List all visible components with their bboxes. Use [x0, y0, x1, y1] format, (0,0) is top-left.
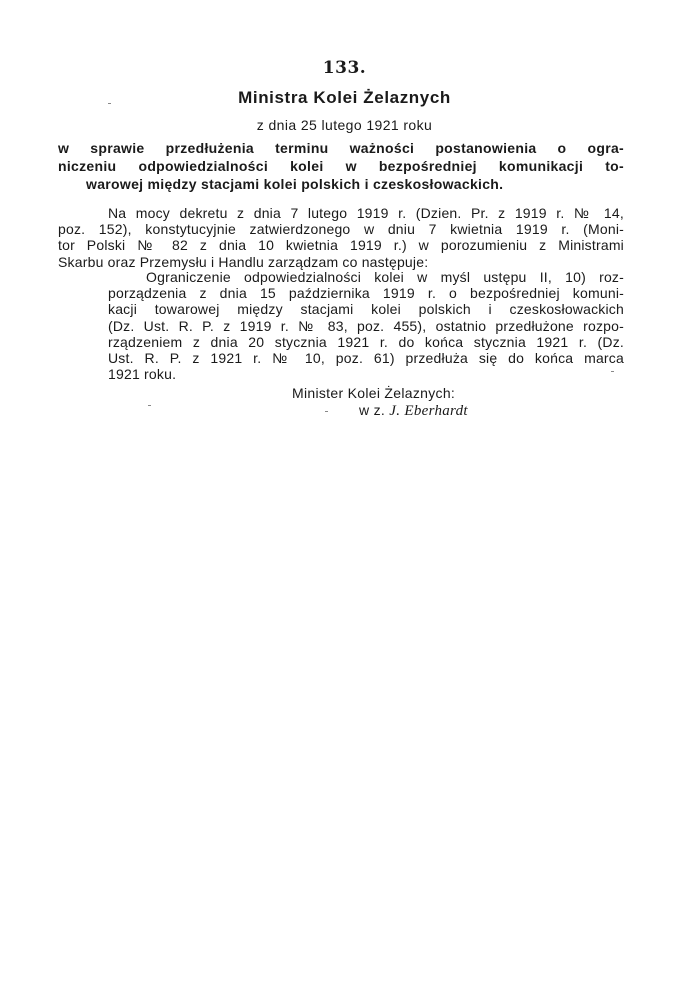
paragraph-decision — [108, 269, 624, 382]
paragraph-line: Skarbu oraz Przemysłu i Handlu zarządzam co następuje: — [58, 253, 429, 270]
paragraph-line: rządzeniem z dnia 20 stycznia 1921 r. do końca stycznia 1921 r. (Dz. — [108, 333, 624, 350]
subject-line: warowej między stacjami kolei polskich i czeskosłowackich. — [86, 176, 504, 192]
paragraph-line: poz. 152), konstytucyjnie zatwierdzonego w dniu 7 kwietnia 1919 r. (Moni- — [58, 221, 624, 238]
issue-date: z dnia 25 lutego 1921 roku — [256, 117, 433, 133]
print-speck — [148, 405, 151, 406]
signature-deputy-line — [292, 402, 468, 420]
signature-name: J. Eberhardt — [389, 403, 468, 419]
paragraph-line: Na mocy dekretu z dnia 7 lutego 1919 r. (Dzien. Pr. z 1919 r. № 14, — [108, 205, 624, 221]
paragraph-line: kacji towarowej między stacjami kolei polskich i czeskosłowackich — [108, 301, 624, 318]
signature-title: Minister Kolei Żelaznych: — [292, 385, 456, 401]
print-speck — [611, 371, 614, 372]
act-number: 133. — [322, 58, 367, 78]
signature-deputy-prefix: w z. — [359, 402, 386, 418]
issuer-heading: Ministra Kolei Żelaznych — [238, 88, 451, 107]
paragraph-line: porządzenia z dnia 15 października 1919 r. o bezpośredniej komuni- — [108, 285, 624, 302]
paragraph-line: Ust. R. P. z 1921 r. № 10, poz. 61) przedłuża się do końca marca — [108, 350, 624, 367]
paragraph-preamble — [58, 205, 624, 270]
paragraph-line: 1921 roku. — [108, 366, 177, 383]
subject-heading — [58, 139, 624, 193]
paragraph-line: tor Polski № 82 z dnia 10 kwietnia 1919 r.) w porozumieniu z Ministrami — [58, 237, 624, 254]
subject-line: niczeniu odpowiedzialności kolei w bezpośredniej komunikacji to- — [58, 158, 624, 174]
print-speck — [108, 103, 111, 104]
subject-line: w sprawie przedłużenia terminu ważności postanowienia o ogra- — [58, 140, 624, 156]
paragraph-line: (Dz. Ust. R. P. z 1919 r. № 83, poz. 455), ostatnio przedłużone rozpo- — [108, 317, 624, 334]
signature-block — [292, 385, 468, 420]
print-speck — [325, 411, 328, 412]
paragraph-line: Ograniczenie odpowiedzialności kolei w myśl ustępu II, 10) roz- — [146, 269, 624, 285]
